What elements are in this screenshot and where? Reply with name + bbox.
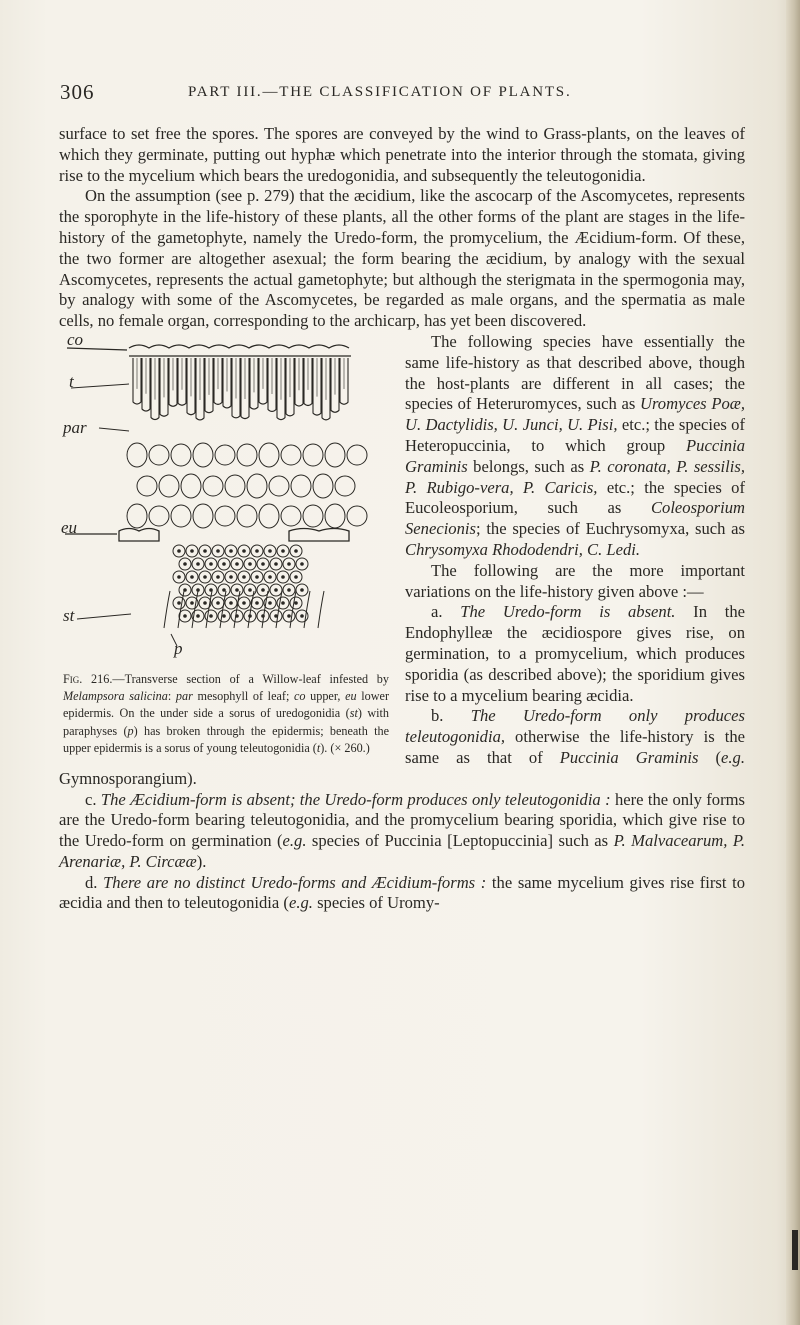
lower-epidermis	[65, 528, 349, 541]
label-par: par	[63, 417, 87, 437]
leaf-section-illustration	[59, 336, 389, 661]
uredogonidia-sorus	[164, 545, 324, 628]
label-p: p	[174, 638, 183, 658]
par-pointer	[99, 428, 129, 431]
paragraph-8: d. There are no distinct Uredo-forms and Æcidium-forms : the same mycelium gives rise first to æcidia and then to teleutogonidia (e.g. species of Uromy-	[59, 872, 746, 913]
figure-216	[59, 329, 390, 761]
paragraph-7: c. The Æcidium-form is absent; the Uredo-form produces only teleutogonidia : here the only forms are the Uredo-form bearing teleutogonidia, and the promycelium bearing sporidia, which give rise to the Uredo-form on germination (e.g. species of Puccinia [Leptopuccinia] such as P. Malvacearum, P. Arenariæ, P. Circææ).	[59, 789, 746, 871]
paragraph-1: surface to set free the spores. The spores are conveyed by the wind to Grass-plants, on the leaves of which they germinate, putting out hyphæ which penetrate into the interior through the stomata, giving rise to the mycelium which bears the uredogonidia, and subsequently the teleutogonidia.	[59, 124, 745, 185]
running-title: PART III.—THE CLASSIFICATION OF PLANTS.	[188, 84, 572, 100]
paragraph-2: On the assumption (see p. 279) that the æcidium, like the ascocarp of the Ascomycetes, represents the sporophyte in the life-history of these plants, all the other forms of the plant are stages in the life-history of the gametophyte, namely the Uredo-form, the promycelium, the Æcidium-form. Of these, the two former are altogether asexual; the form bearing the æcidium, by analogy with the sexual Ascomycetes, represents the actual gametophyte; but although the sterigmata in the spermogonia may, by analogy with some of the Ascomycetes, be regarded as male organs, and the spermatia as male cells, no female organ, corresponding to the archicarp, has yet been discovered.	[59, 186, 745, 331]
label-eu: eu	[61, 517, 78, 537]
t-pointer	[71, 384, 129, 388]
label-st: st	[63, 605, 75, 625]
st-pointer	[77, 614, 131, 619]
label-t: t	[69, 371, 74, 391]
mesophyll	[127, 443, 367, 528]
page-number: 306	[60, 80, 95, 104]
teleutogonidia-sorus	[133, 358, 348, 420]
upper-epidermis	[67, 345, 351, 356]
edge-ink-mark	[792, 1230, 798, 1270]
paragraph-5: a. The Uredo-form is absent. In the Endophylleæ the æcidiospore gives rise, on germination, to a promycelium, which produces sporidia (as described above); the sporidium gives rise to a mycelium bearing æcidia.	[405, 602, 745, 705]
body-text	[59, 124, 745, 914]
running-head	[60, 80, 740, 108]
paragraph-4: The following are the more important variations on the life-history given above :—	[405, 560, 745, 601]
label-co: co	[67, 329, 84, 349]
figure-caption: Fig. 216.—Transverse section of a Willow-leaf infested by Melampsora salicina: par mesophyll of leaf; co upper, eu lower epidermis. On the under side a sorus of uredogonidia (st) with paraphyses (p) has broken through the epidermis; beneath the upper epidermis is a sorus of young teleutogonidia (t). (× 260.)	[63, 671, 390, 755]
page-binding-edge	[786, 0, 800, 1325]
paragraph-6: b. The Uredo-form only produces teleutogonidia, otherwise the life-history is the same as that of Puccinia Graminis (e.g. Gymnosporangium).	[59, 706, 745, 788]
paragraph-3-first-line: The following species have essentially the same life-history as that described above, though the host-plants are different in all cases; the species of Heteruromyces, such as Uromyces Poæ, U. Dactylidis, U. Junci, U. Pisi, etc.; the species of Heteropuccinia, to which group Puccinia Graminis belongs, such as P. coronata, P. sessilis, P. Rubigo-vera, P. Caricis, etc.; the species of Eucoleosporium, such as Coleosporium Senecionis; the species of Euchrysomyxa, such as Chrysomyxa Rhododendri, C. Ledi.	[405, 331, 745, 559]
